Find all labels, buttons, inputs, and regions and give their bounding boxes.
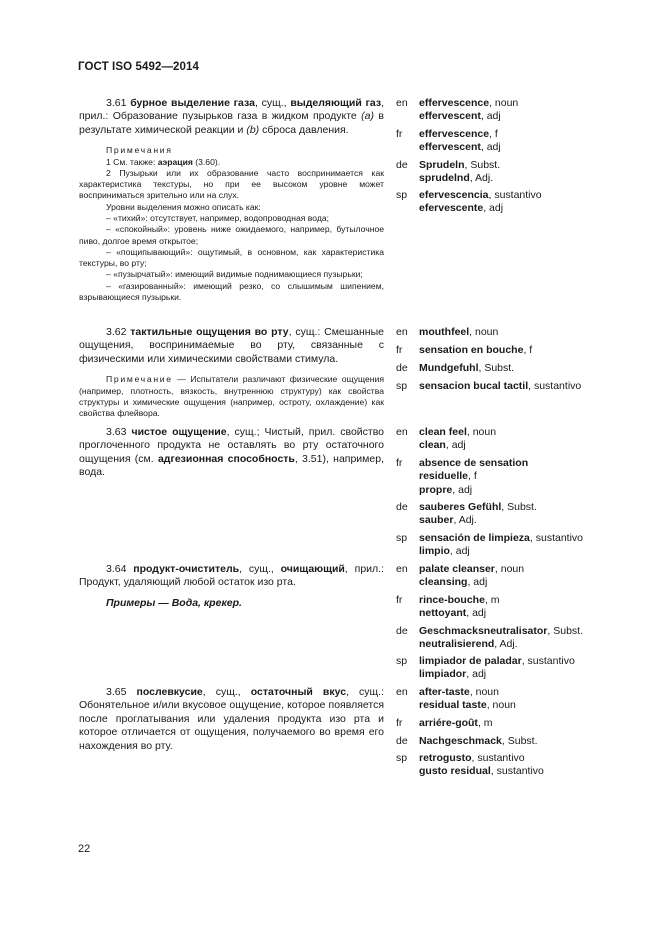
term-name-secondary: остаточный вкус — [250, 686, 347, 698]
document-header: ГОСТ ISO 5492—2014 — [78, 61, 200, 73]
equivalent-term: cleansing — [419, 576, 468, 589]
equivalent-term: propre — [419, 483, 453, 496]
term-entry-3-61 — [79, 97, 384, 303]
examples-line: Примеры — Вода, крекер. — [106, 596, 242, 609]
term-definition — [79, 97, 384, 137]
term-number: 3.65 — [106, 686, 127, 698]
notes-block — [79, 145, 384, 303]
language-code: de — [396, 735, 408, 747]
equivalent-term: sensacion bucal tactil — [419, 380, 529, 392]
equivalent-term: retrogusto — [419, 752, 472, 764]
language-code: sp — [396, 189, 408, 201]
term-entry-3-62 — [79, 326, 384, 419]
part-of-speech: , сущ., — [254, 97, 291, 109]
levels-intro: Уровни выделения можно описать как: — [106, 201, 261, 212]
equivalent-de — [396, 159, 646, 186]
equivalent-pos: , adj — [452, 483, 473, 496]
equivalent-en — [396, 97, 646, 124]
level-item: – «тихий»: отсутствует, например, водопроводная вода; — [106, 213, 330, 223]
note-heading: Примечание — [106, 374, 173, 385]
term-reference: адгезионная способность — [157, 452, 295, 465]
equivalent-pos: , m — [484, 594, 500, 606]
equivalent-pos: , adj — [480, 141, 501, 154]
language-code: en — [396, 686, 408, 698]
equivalent-sp — [396, 189, 646, 216]
definition-marker: (b) — [246, 123, 260, 136]
language-code: en — [396, 326, 408, 338]
language-code: sp — [396, 532, 408, 544]
equivalent-term: effervescent — [419, 141, 481, 154]
equivalent-term: sprudelnd — [419, 172, 470, 185]
equivalent-fr — [396, 457, 646, 497]
equivalent-pos: , Subst. — [464, 159, 501, 171]
term-definition — [79, 686, 384, 753]
equivalent-term: residuelle — [419, 470, 469, 483]
note-text: 1 См. также: — [106, 156, 158, 167]
language-code: de — [396, 362, 408, 374]
note-term-ref: аэрация — [157, 156, 193, 167]
term-name: продукт-очиститель — [133, 563, 240, 575]
equivalent-pos: , noun — [469, 686, 499, 698]
equivalent-pos: , noun — [486, 699, 516, 712]
equivalent-pos: , sustantivo — [490, 765, 544, 778]
equivalent-pos: , Subst. — [501, 501, 537, 513]
note — [79, 374, 384, 419]
definition-marker: (а) — [361, 110, 374, 123]
level-item: – «спокойный»: уровень ниже ожидаемого, например, бутылочное пиво, долгое время открытое; — [79, 224, 384, 246]
equivalent-pos: , noun — [466, 426, 497, 438]
term-definition — [79, 563, 384, 590]
term-entry-3-65 — [79, 686, 384, 753]
equivalent-term: effervescent — [419, 110, 481, 123]
language-code: en — [396, 426, 408, 438]
equivalent-en — [396, 686, 646, 713]
part-of-speech: , сущ., — [202, 686, 251, 698]
equivalent-fr — [396, 594, 646, 621]
page-number: 22 — [78, 843, 91, 855]
note-text: — Испытатели различают физические ощущения (например, плотность, вязкость, внутреннюю структуру) как свойства структуры и химические ощущения (например, остроту, охлаждение) как свойства флейвора. — [79, 374, 384, 419]
term-entry-3-64 — [79, 563, 384, 610]
equivalent-term: effervescence — [419, 97, 490, 109]
level-item: – «газированный»: имеющий резко, со слышимым шипением, взрывающиеся пузырьки. — [79, 280, 384, 303]
language-code: sp — [396, 380, 408, 392]
definition-text: сброса давления. — [259, 123, 349, 136]
equivalent-term: mouthfeel — [419, 326, 470, 338]
equivalent-fr — [396, 344, 646, 357]
term-number: 3.64 — [106, 563, 127, 575]
term-definition — [79, 426, 384, 480]
equivalent-sp — [396, 380, 646, 393]
equivalent-term: limpio — [419, 545, 450, 558]
definition-text: Чистый, прил. свойство проглоченного продукта не оставлять во рту остаточного ощущения (см. — [79, 426, 385, 465]
term-entry-3-63 — [79, 426, 384, 480]
equivalent-pos: , adj — [467, 576, 488, 589]
language-code: sp — [396, 655, 408, 667]
equivalent-en — [396, 426, 646, 453]
language-code: en — [396, 563, 408, 575]
equivalent-term: limpiador de paladar — [419, 655, 522, 667]
equivalent-term: residual taste — [419, 699, 487, 712]
equivalent-term: palate cleanser — [419, 563, 495, 575]
language-code: fr — [396, 457, 403, 469]
term-name-secondary: выделяющий газ — [290, 97, 382, 109]
language-code: de — [396, 625, 408, 637]
equivalent-pos: , noun — [469, 326, 499, 338]
note-1 — [79, 157, 384, 168]
equivalent-pos: , adj — [466, 668, 487, 681]
term-number: 3.63 — [106, 426, 127, 438]
equivalent-pos: , adj — [449, 545, 470, 558]
equivalent-term: efervescente — [419, 202, 484, 215]
equivalent-pos: , adj — [480, 110, 501, 123]
equivalent-term: sensación de limpieza — [419, 532, 530, 544]
equivalent-pos: , noun — [494, 563, 525, 575]
equivalent-term: rince-bouche — [419, 594, 485, 606]
part-of-speech: , сущ., — [239, 563, 281, 575]
part-of-speech: , сущ.; — [226, 426, 265, 438]
equivalent-fr — [396, 717, 646, 730]
definition-text: в результате химической реакции и — [79, 110, 384, 136]
equivalent-term: efervescencia — [419, 189, 489, 201]
equivalent-term: clean — [419, 439, 446, 452]
equivalent-fr — [396, 128, 646, 155]
part-of-speech: , прил.: — [79, 97, 385, 123]
equivalent-pos: , adj — [466, 607, 487, 620]
definition-text: Образование пузырьков газа в жидком продукте — [112, 110, 362, 123]
equivalent-term: nettoyant — [419, 607, 467, 620]
equivalent-term: clean feel — [419, 426, 467, 438]
equivalent-pos: , Subst. — [501, 735, 538, 747]
equivalent-pos: , adj — [445, 439, 466, 452]
equivalent-pos: , noun — [489, 97, 519, 109]
equivalent-term: limpiador — [419, 668, 467, 681]
notes-heading: Примечания — [106, 145, 173, 156]
equivalent-term: Mundgefuhl — [419, 362, 479, 374]
definition-text: Обонятельное и/или вкусовое ощущение, которое появляется после проглатывания или удаления продукта изо рта и которое отличается от ощущения, получаемого во время его нахождения во рту. — [79, 699, 384, 752]
equivalent-term: neutralisierend — [419, 638, 495, 651]
equivalent-de — [396, 625, 646, 652]
equivalent-pos: , sustantivo — [488, 189, 542, 201]
equivalent-term: gusto residual — [419, 765, 491, 778]
equivalent-pos: , Adj. — [469, 172, 494, 185]
equivalent-pos: , sustantivo — [529, 532, 584, 544]
equivalent-pos: , Adj. — [453, 514, 477, 527]
equivalent-pos: , adj — [483, 202, 504, 215]
equivalent-term: sauberes Gefühl — [419, 501, 502, 513]
equivalent-term: sauber — [419, 514, 454, 527]
equivalent-sp — [396, 532, 646, 559]
level-item: – «пощипывающий»: ощутимый, в основном, как характеристика текстуры, во рту; — [79, 246, 384, 269]
part-of-speech: , сущ.: — [346, 686, 385, 698]
equivalent-pos: , f — [468, 470, 477, 483]
equivalent-en — [396, 563, 646, 590]
language-code: fr — [396, 717, 403, 729]
equivalent-term: after-taste — [419, 686, 470, 698]
equivalent-term: Sprudeln — [419, 159, 465, 171]
equivalent-pos: , Subst. — [478, 362, 515, 374]
equivalent-sp — [396, 655, 646, 682]
definition-text: Смешанные ощущения, воспринимаемые во рту, связанные с физическими или химическими свойствами стимула. — [79, 326, 384, 365]
definition-text: Продукт, удаляющий любой остаток изо рта. — [79, 576, 296, 589]
equivalent-term: sensation en bouche — [419, 344, 524, 356]
language-code: en — [396, 97, 408, 109]
equivalent-pos: , m — [477, 717, 493, 729]
equivalent-pos: , Adj. — [494, 638, 518, 651]
equivalent-sp — [396, 752, 646, 779]
note-block — [79, 374, 384, 419]
definition-text: , 3.51), например, вода. — [79, 452, 384, 479]
equivalent-en — [396, 326, 646, 339]
term-number: 3.62 — [106, 326, 127, 338]
equivalent-term: arriére-goût — [419, 717, 478, 729]
language-code: fr — [396, 344, 403, 356]
term-name: бурное выделение газа — [130, 97, 255, 109]
equivalent-term: absence de sensation — [419, 457, 529, 469]
equivalent-pos: , sustantivo — [521, 655, 575, 667]
note-2: 2 Пузырьки или их образование часто воспринимается как характеристика текстуры, но при ее высоком уровне может восприниматься зрительно или на слух. — [79, 167, 384, 201]
equivalent-term: effervescence — [419, 128, 490, 140]
language-code: de — [396, 159, 408, 171]
part-of-speech: , сущ.: — [288, 326, 325, 338]
term-name-secondary: очищающий — [280, 563, 345, 575]
level-item: – «пузырчатый»: имеющий видимые поднимающиеся пузырьки; — [106, 269, 363, 280]
term-name: чистое ощущение — [131, 426, 227, 438]
equivalent-pos: , sustantivo — [471, 752, 525, 764]
term-definition — [79, 326, 384, 366]
equivalent-de — [396, 501, 646, 528]
equivalent-de — [396, 362, 646, 375]
equivalent-term: Nachgeschmack — [419, 735, 502, 747]
note-text: (3.60). — [192, 156, 221, 167]
language-code: sp — [396, 752, 408, 764]
equivalent-term: Geschmacksneutralisator — [419, 625, 548, 637]
equivalent-de — [396, 735, 646, 748]
equivalent-pos: , sustantivo — [528, 380, 582, 392]
language-code: fr — [396, 594, 403, 606]
language-code: de — [396, 501, 408, 513]
language-code: fr — [396, 128, 403, 140]
equivalent-pos: , f — [489, 128, 498, 140]
part-of-speech: , прил.: — [344, 563, 384, 575]
term-number: 3.61 — [106, 97, 127, 109]
equivalent-pos: , Subst. — [547, 625, 584, 637]
term-name: послевкусие — [136, 686, 203, 698]
term-name: тактильные ощущения во рту — [130, 326, 289, 338]
equivalent-pos: , f — [523, 344, 533, 356]
